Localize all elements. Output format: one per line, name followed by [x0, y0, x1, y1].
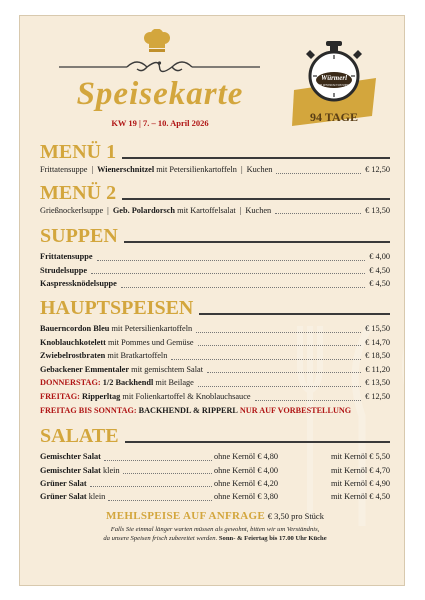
- table-row: Grüner Salat klein ohne Kernöl € 3,80 mit Kernöl € 4,50: [40, 492, 390, 502]
- section-title-hauptspeisen: HAUPTSPEISEN: [40, 297, 390, 319]
- page-title: Speisekarte: [76, 76, 244, 112]
- table-row: Gemischter Salat ohne Kernöl € 4,80 mit Kernöl € 5,50: [40, 452, 390, 462]
- list-item: Strudelsuppe € 4,50: [40, 265, 390, 275]
- list-item: Kaspressknödelsuppe € 4,50: [40, 279, 390, 289]
- table-row: Gemischter Salat klein ohne Kernöl € 4,00 mit Kernöl € 4,70: [40, 465, 390, 475]
- menu-content: [40, 136, 390, 543]
- section-title-menu2: MENÜ 2: [40, 182, 390, 204]
- menu2-price: € 13,50: [365, 205, 390, 215]
- special-donnerstag: DONNERSTAG: 1/2 Backhendl mit Beilage € 13,50: [40, 378, 390, 388]
- hauptspeisen-list: [40, 322, 390, 417]
- table-row: Grüner Salat ohne Kernöl € 4,20 mit Kernöl € 4,90: [40, 478, 390, 488]
- section-title-suppen: SUPPEN: [40, 225, 390, 247]
- menu-header: [20, 16, 405, 141]
- menu-card: [19, 15, 405, 586]
- days-badge-label: 94 TAGE: [310, 110, 358, 124]
- days-badge: [288, 38, 378, 143]
- mehlspeise-line: MEHLSPEISE AUF ANFRAGE € 3,50 pro Stück: [106, 509, 324, 522]
- brand-tagline: IM ZENTRUM VON WIEN: [319, 84, 349, 87]
- brand-logo: Würmerl: [320, 74, 348, 82]
- menu1-line: Frittatensuppe | Wienerschnitzel mit Petersilienkartoffeln | Kuchen € 12,50: [40, 163, 390, 177]
- salate-list: [40, 450, 390, 504]
- list-item: Frittatensuppe € 4,00: [40, 252, 390, 262]
- flourish-ornament-icon: [57, 57, 262, 77]
- list-item: Bauerncordon Bleu mit Petersilienkartoffeln € 15,50: [40, 323, 390, 333]
- suppen-list: [40, 250, 390, 291]
- special-weekend: FREITAG BIS SONNTAG: BACKHENDL & RIPPERL NUR AUF VORBESTELLUNG: [40, 405, 352, 415]
- menu1-price: € 12,50: [365, 165, 390, 174]
- week-date: KW 19 | 7. – 10. April 2026: [111, 118, 209, 128]
- list-item: Zwiebelrostbraten mit Bratkartoffeln € 18,50: [40, 351, 390, 361]
- section-title-salate: SALATE: [40, 425, 390, 447]
- list-item: Gebackener Emmentaler mit gemischtem Salat € 11,20: [40, 364, 390, 374]
- special-freitag: FREITAG: Ripperltag mit Folienkartoffel & Knoblauchsauce € 12,50: [40, 391, 390, 401]
- chef-hat-icon: [143, 29, 171, 53]
- list-item: Knoblauchkotelett mit Pommes und Gemüse € 14,70: [40, 337, 390, 347]
- section-title-menu1: MENÜ 1: [40, 141, 390, 163]
- footer-note: Falls Sie einmal länger warten müssen als gewohnt, bitten wir um Verständnis, da unsere Speisen frisch zubereitet werden. Sonn- & Feiertag bis 17.00 Uhr Küche: [103, 525, 327, 542]
- menu2-line: Grießnockerlsuppe | Geb. Polardorsch mit Kartoffelsalat | Kuchen € 13,50: [40, 204, 390, 218]
